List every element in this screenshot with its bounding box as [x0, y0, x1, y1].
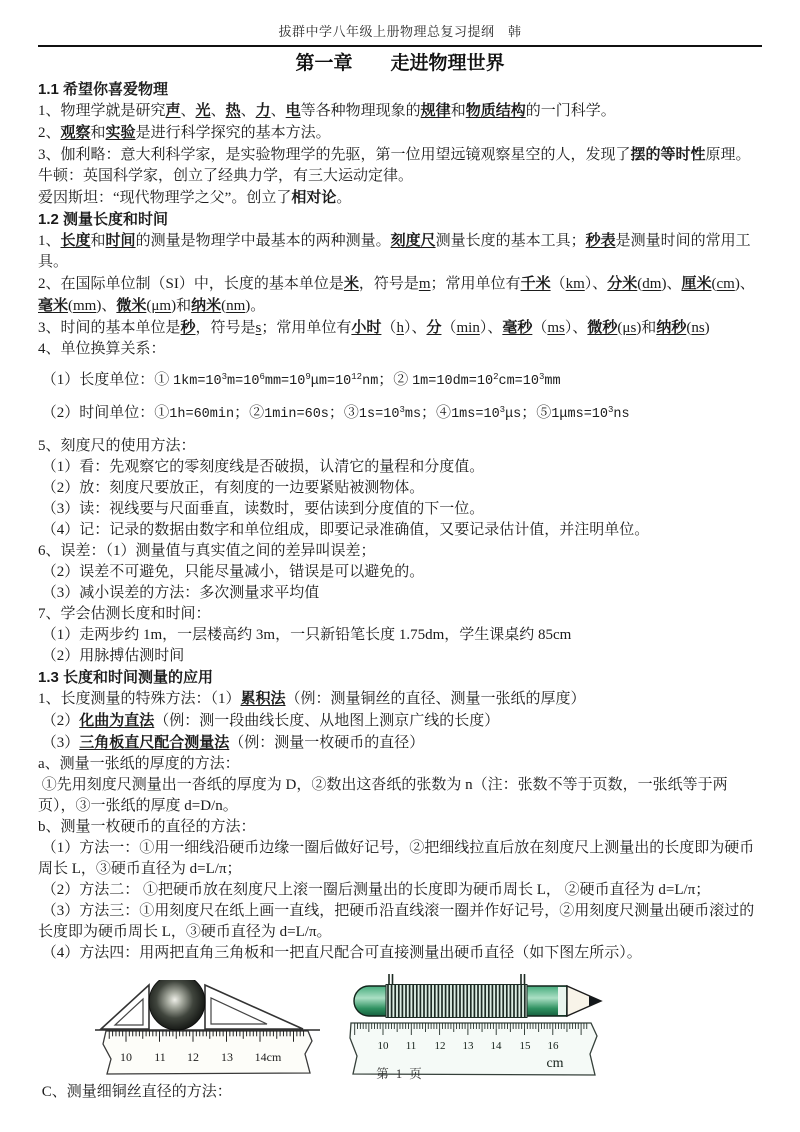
text-segment: 3 — [499, 405, 506, 415]
paragraph — [38, 838, 762, 880]
paragraph — [38, 604, 762, 625]
text-segment: 微米 — [116, 297, 147, 314]
text-segment: ）、 — [564, 320, 588, 336]
text-segment: （2）用脉搏估测时间 — [38, 648, 185, 664]
text-segment: ( — [146, 298, 152, 314]
text-segment: mm=10 — [264, 374, 306, 389]
text-segment: 2、 — [38, 125, 61, 141]
text-segment: ，符号是 — [195, 320, 256, 336]
paragraph — [38, 562, 762, 583]
text-segment: ms — [547, 320, 565, 336]
blank-line — [38, 360, 762, 370]
text-segment: 原理。 — [705, 147, 751, 163]
text-segment: （1）走两步约 1m，一层楼高约 3m，一只新铅笔长度 1.75dm，学生课桌约 85cm — [38, 627, 572, 643]
text-segment: ；⑤ — [521, 405, 552, 421]
text-segment: 力 — [255, 102, 271, 119]
paragraph — [38, 646, 762, 667]
text-segment: （2）方法二： ①把硬币放在刻度尺上滚一圈后测量出的长度即为硬币周长 L， ②硬币直径为 d=L/π； — [38, 882, 711, 898]
text-segment: 化曲为直法 — [79, 712, 155, 729]
text-segment: 1μms=10 — [551, 407, 609, 422]
text-segment: 光 — [195, 102, 211, 119]
text-segment: 分 — [426, 319, 442, 336]
text-segment: （2）误差不可避免，只能尽量减小，错误是可以避免的。 — [38, 564, 425, 580]
text-segment: 1km=10 — [173, 374, 222, 389]
page-title: 第一章 走进物理世界 — [295, 53, 505, 74]
text-segment: （1）长度单位：① — [38, 372, 174, 388]
text-segment: （ — [532, 320, 548, 336]
text-segment: 规律 — [420, 102, 451, 119]
text-segment: 微秒 — [587, 319, 618, 336]
text-segment: C、测量细铜丝直径的方法： — [38, 1084, 232, 1100]
paragraph — [38, 710, 762, 732]
paragraph — [38, 339, 762, 360]
paragraph — [38, 478, 762, 499]
text-segment: （4）记：记录的数据由数字和单位组成，即要记录准确值，又要记录估计值，并注明单位。 — [38, 522, 650, 538]
text-segment: ；常用单位有 — [261, 320, 352, 336]
text-segment: 1、长度测量的特殊方法：（1） — [38, 691, 241, 707]
text-segment: 秒表 — [585, 232, 616, 249]
text-segment: 。 — [336, 190, 352, 206]
text-segment: ；常用单位有 — [430, 276, 521, 292]
paragraph — [38, 817, 762, 838]
text-segment: 纳米 — [191, 297, 222, 314]
text-segment: )、 — [661, 276, 682, 292]
text-segment: 、 — [180, 103, 196, 119]
text-segment: 累积法 — [240, 690, 286, 707]
text-segment: 1.1 希望你喜爱物理 — [38, 81, 169, 98]
text-segment: m — [418, 276, 431, 292]
text-segment: 7、学会估测长度和时间： — [38, 606, 211, 622]
text-segment: μs — [622, 320, 637, 336]
paragraph — [38, 625, 762, 646]
text-segment: 2 — [493, 372, 499, 382]
text-segment: 是进行科学探究的基本方法。 — [135, 125, 331, 141]
text-segment: 和 — [90, 125, 106, 141]
text-segment: （3）减小误差的方法：多次测量求平均值 — [38, 585, 320, 601]
text-segment: ；④ — [421, 405, 452, 421]
text-segment: 5、刻度尺的使用方法： — [38, 438, 196, 454]
pencil-light-band — [558, 987, 566, 1015]
text-segment: 1h=60min — [169, 407, 235, 422]
text-segment: 6、误差：（1）测量值与真实值之间的差异叫误差； — [38, 543, 376, 559]
text-segment: 1ms=10 — [451, 407, 500, 422]
text-segment: 9 — [305, 372, 311, 382]
text-segment: 刻度尺 — [390, 232, 436, 249]
ruler-label: 15 — [519, 1040, 531, 1052]
text-segment: μm — [151, 298, 172, 314]
text-segment: （2）时间单位：① — [38, 405, 170, 421]
header-divider — [38, 45, 762, 47]
pencil-tip-graphite-icon — [589, 996, 601, 1007]
paragraph — [38, 144, 762, 166]
text-segment: 和 — [450, 103, 466, 119]
text-segment: 时间 — [105, 232, 136, 249]
text-segment: )和 — [636, 320, 657, 336]
text-segment: （3） — [38, 735, 80, 751]
text-segment: 声 — [165, 102, 181, 119]
paragraph — [38, 541, 762, 562]
text-segment: dm — [642, 276, 662, 292]
text-segment: 的一门科学。 — [525, 103, 616, 119]
paragraph — [38, 273, 762, 317]
text-segment: ①先用刻度尺测量出一沓纸的厚度为 D，②数出这沓纸的张数为 n（注：张数不等于页数，一张纸等于两页），③一张纸的厚度 d=D/n。 — [38, 777, 728, 814]
text-segment: 三角板直尺配合测量法 — [79, 734, 230, 751]
text-segment: mm — [73, 298, 97, 314]
text-segment: 测量长度的基本工具； — [435, 233, 586, 249]
paragraph — [38, 457, 762, 478]
blank-line — [38, 426, 762, 436]
text-segment: 观察 — [60, 124, 91, 141]
text-segment: ) — [704, 320, 710, 336]
text-segment: 等各种物理现象的 — [300, 103, 421, 119]
page-number: 第 1 页 — [376, 1067, 424, 1081]
ruler-label: 13 — [221, 1050, 233, 1064]
text-segment: )和 — [171, 298, 192, 314]
text-segment: （ — [550, 276, 566, 292]
text-segment: 长度 — [60, 232, 91, 249]
text-segment: 是测量时间的常用工具。 — [38, 233, 751, 270]
text-segment: 、 — [210, 103, 226, 119]
text-segment: 3 — [399, 405, 405, 415]
text-segment: 1、 — [38, 233, 61, 249]
paragraph — [38, 754, 762, 775]
text-segment: ( — [686, 320, 692, 336]
text-segment: ( — [711, 276, 717, 292]
text-segment: （例：测量铜丝的直径、测量一张纸的厚度） — [285, 691, 586, 707]
text-segment: （4）方法四：用两把直角三角板和一把直尺配合可直接测量出硬币直径（如下图左所示）。 — [38, 945, 642, 961]
section-heading — [38, 667, 762, 688]
paragraph — [38, 520, 762, 541]
ruler-label: 11 — [405, 1040, 417, 1052]
text-segment: μm=10 — [310, 374, 352, 389]
text-segment: b、测量一枚硬币的直径的方法： — [38, 819, 256, 835]
text-segment: ms — [404, 407, 422, 422]
text-segment: （例：测量一枚硬币的直径） — [229, 735, 425, 751]
text-segment: 牛顿：英国科学家，创立了经典力学，有三大运动定律。 — [38, 168, 414, 184]
text-segment: 爱因斯坦：“现代物理学之父”。创立了 — [38, 190, 292, 206]
ruler-label: 11 — [154, 1050, 166, 1064]
text-segment: ；③ — [328, 405, 359, 421]
text-segment: ）、 — [403, 320, 427, 336]
text-segment: 3、时间的基本单位是 — [38, 320, 181, 336]
text-segment: 1min=60s — [264, 407, 329, 422]
paragraph — [38, 732, 762, 754]
text-segment: ( — [68, 298, 74, 314]
text-segment: ( — [221, 298, 227, 314]
text-segment: ( — [617, 320, 623, 336]
text-segment: 千米 — [520, 275, 551, 292]
ruler-label: 12 — [434, 1040, 446, 1052]
text-segment: 1s=10 — [358, 407, 400, 422]
text-segment: （2）放：刻度尺要放正，有刻度的一边要紧贴被测物体。 — [38, 480, 425, 496]
text-segment: 毫米 — [38, 297, 69, 314]
paragraph — [38, 943, 762, 964]
text-segment: nm — [226, 298, 246, 314]
text-segment: 摆的等时性 — [630, 146, 706, 163]
text-segment: km — [565, 276, 585, 292]
text-segment: （ — [441, 320, 457, 336]
ruler-label: 16 — [547, 1040, 559, 1052]
paragraph — [38, 187, 762, 209]
text-segment: h — [396, 320, 404, 336]
text-segment: （1）看：先观察它的零刻度线是否破损，认清它的量程和分度值。 — [38, 459, 485, 475]
text-segment: 1.3 长度和时间测量的应用 — [38, 669, 214, 686]
text-segment: )。 — [245, 298, 266, 314]
text-segment: ns — [691, 320, 705, 336]
paragraph — [38, 230, 762, 273]
text-segment: 1.2 测量长度和时间 — [38, 211, 169, 228]
paragraph — [38, 403, 762, 426]
section-heading — [38, 209, 762, 230]
text-segment: 米 — [343, 275, 359, 292]
text-segment: 、 — [270, 103, 286, 119]
text-segment: 的测量是物理学中最基本的两种测量。 — [135, 233, 391, 249]
text-segment: 相对论 — [291, 189, 337, 206]
text-segment: ；② — [378, 372, 413, 388]
text-segment: 物质结构 — [465, 102, 526, 119]
text-segment: 纳秒 — [656, 319, 687, 336]
text-segment: 1m=10dm=10 — [412, 374, 494, 389]
paragraph — [38, 583, 762, 604]
text-segment: 2、在国际单位制（SI）中，长度的基本单位是 — [38, 276, 344, 292]
text-segment: 分米 — [607, 275, 638, 292]
text-segment: m=10 — [227, 374, 260, 389]
paragraph — [38, 317, 762, 339]
text-segment: 3 — [539, 372, 545, 382]
ruler-label: 13 — [462, 1040, 474, 1052]
document-header-text: 拔群中学八年级上册物理总复习提纲 韩 — [278, 24, 522, 39]
ruler-label: 10 — [377, 1040, 389, 1052]
text-segment: 3 — [221, 372, 228, 382]
paragraph — [38, 122, 762, 144]
text-segment: s — [255, 320, 262, 336]
paragraph — [38, 775, 762, 817]
text-segment: )、 — [96, 298, 117, 314]
text-segment: 电 — [285, 102, 301, 119]
text-segment: cm=10 — [498, 374, 539, 389]
ruler-label: 14cm — [254, 1050, 282, 1064]
paragraph — [38, 436, 762, 457]
text-segment: ；② — [234, 405, 265, 421]
paragraph — [38, 901, 762, 943]
text-segment: 4、单位换算关系： — [38, 341, 166, 357]
blank-line — [38, 393, 762, 403]
text-segment: （ — [381, 320, 397, 336]
text-segment: （2） — [38, 713, 80, 729]
text-segment: 1、物理学就是研究 — [38, 103, 166, 119]
text-segment: （3）读：视线要与尺面垂直，读数时，要估读到分度值的下一位。 — [38, 501, 485, 517]
text-segment: 小时 — [351, 319, 382, 336]
text-segment: μs — [505, 407, 522, 422]
text-segment: （例：测一段曲线长度、从地图上测京广线的长度） — [154, 713, 500, 729]
paragraph — [38, 100, 762, 122]
text-segment: cm — [716, 276, 735, 292]
paragraph — [38, 499, 762, 520]
text-segment: mm — [544, 374, 561, 389]
paragraph — [38, 880, 762, 901]
text-segment: ( — [637, 276, 643, 292]
section-heading — [38, 79, 762, 100]
text-segment: a、测量一张纸的厚度的方法： — [38, 756, 240, 772]
paragraph — [38, 1082, 762, 1103]
text-segment: 3 — [608, 405, 614, 415]
ruler-label: 12 — [187, 1050, 199, 1064]
ruler-unit-label: cm — [546, 1056, 564, 1071]
paragraph — [38, 166, 762, 187]
paragraph — [38, 688, 762, 710]
text-segment: 和 — [90, 233, 106, 249]
text-segment: （1）方法一：①用一细线沿硬币边缘一圈后做好记号，②把细线拉直后放在刻度尺上测量出的长度即为硬币周长 L，③硬币直径为 d=L/π； — [38, 840, 755, 877]
text-segment: nm — [362, 374, 379, 389]
text-segment: 12 — [351, 372, 363, 382]
text-segment: ）、 — [584, 276, 608, 292]
measured-ball-icon — [149, 980, 205, 1030]
text-segment: 实验 — [105, 124, 136, 141]
text-segment: 3、伽利略：意大利科学家，是实验物理学的先驱，第一位用望远镜观察星空的人，发现了 — [38, 147, 631, 163]
ruler-label: 10 — [120, 1050, 132, 1064]
text-segment: )、 — [734, 276, 755, 292]
text-segment: min — [456, 320, 480, 336]
ruler-label: 14 — [490, 1040, 502, 1052]
text-segment: （3）方法三：①用刻度尺在纸上画一直线，把硬币沿直线滚一圈并作好记号，②用刻度尺测量出硬币滚过的长度即为硬币周长 L，③硬币直径为 d=L/π。 — [38, 903, 755, 940]
paragraph — [38, 370, 762, 393]
text-segment: 毫秒 — [502, 319, 533, 336]
text-segment: 6 — [259, 372, 265, 382]
text-segment: 秒 — [180, 319, 196, 336]
text-segment: ns — [613, 407, 630, 422]
text-segment: 厘米 — [681, 275, 712, 292]
text-segment: 热 — [225, 102, 241, 119]
text-segment: ）、 — [479, 320, 503, 336]
document-body — [38, 79, 762, 1103]
text-segment: ，符号是 — [358, 276, 419, 292]
text-segment: 、 — [240, 103, 256, 119]
